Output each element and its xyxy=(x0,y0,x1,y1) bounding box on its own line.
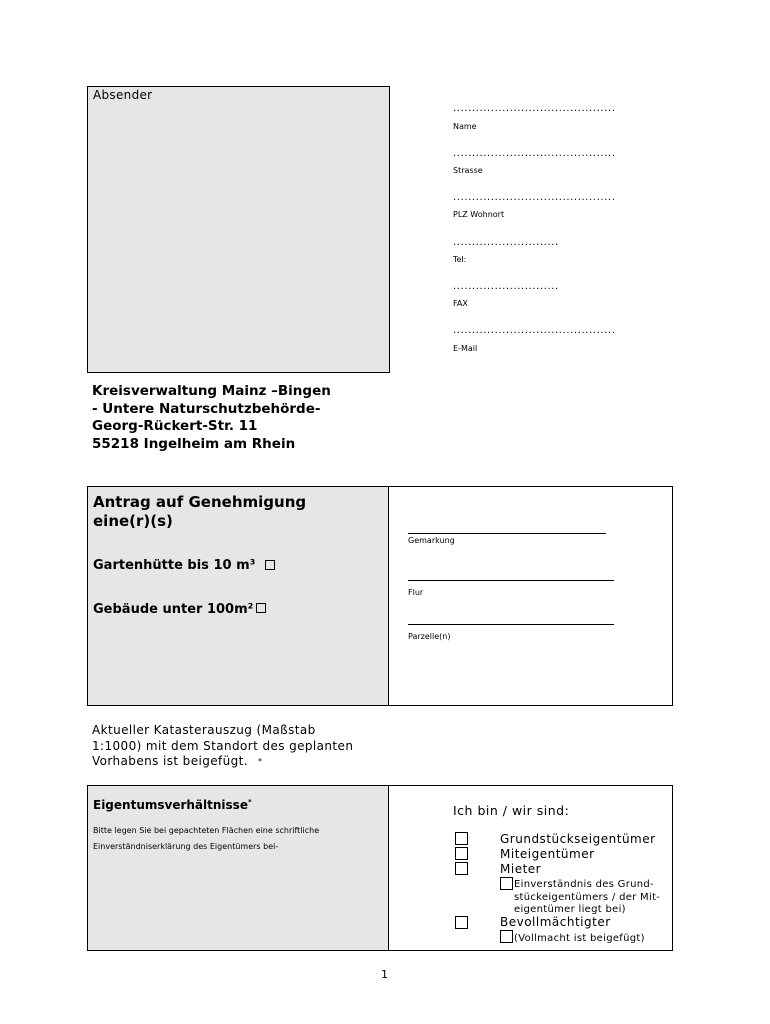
note-asterisk: * xyxy=(257,757,263,766)
application-panel xyxy=(87,486,389,706)
consent-checkbox[interactable] xyxy=(500,877,513,890)
phone-label: Tel: xyxy=(453,255,467,264)
power-of-attorney-checkbox[interactable] xyxy=(500,930,513,943)
email-label: E-Mail xyxy=(453,344,478,353)
application-title-line-2: eine(r)(s) xyxy=(93,512,173,530)
building-checkbox[interactable] xyxy=(256,603,266,613)
gemarkung-label: Gemarkung xyxy=(408,536,455,545)
street-label: Strasse xyxy=(453,166,483,175)
application-title-line-1: Antrag auf Genehmigung xyxy=(93,493,307,511)
ownership-question: Ich bin / wir sind: xyxy=(453,803,570,818)
option-garden-shed-label: Gartenhütte bis 10 m³ xyxy=(93,558,256,573)
email-field[interactable]: ........................................... xyxy=(453,325,616,336)
agent-checkbox[interactable] xyxy=(455,916,468,929)
note-line-3: Vorhabens ist beigefügt. xyxy=(92,754,248,768)
agent-label: Bevollmächtigter xyxy=(500,915,611,929)
fax-field[interactable]: ............................ xyxy=(453,281,559,292)
consent-line-3: eigentümer liegt bei) xyxy=(514,904,626,915)
name-field[interactable]: ........................................... xyxy=(453,103,616,114)
ownership-title xyxy=(93,798,252,812)
name-label: Name xyxy=(453,122,477,131)
tenant-checkbox[interactable] xyxy=(455,862,468,875)
recipient-line-1: Kreisverwaltung Mainz –Bingen xyxy=(92,383,331,399)
coowner-label: Miteigentümer xyxy=(500,847,595,861)
page-number: 1 xyxy=(381,968,388,981)
zip-city-field[interactable]: ........................................... xyxy=(453,192,616,203)
phone-field[interactable]: ............................ xyxy=(453,237,559,248)
owner-checkbox[interactable] xyxy=(455,832,468,845)
flur-label: Flur xyxy=(408,588,424,597)
consent-line-2: stückeigentümers / der Mit- xyxy=(514,892,661,903)
ownership-title-text: Eigentumsverhältnisse xyxy=(93,798,248,812)
fax-label: FAX xyxy=(453,299,468,308)
sender-label: Absender xyxy=(93,88,153,102)
coowner-checkbox[interactable] xyxy=(455,847,468,860)
consent-line-1: Einverständnis des Grund- xyxy=(514,879,654,890)
parzelle-field[interactable] xyxy=(408,624,614,625)
ownership-hint-line-2: Einverständniserklärung des Eigentümers bei- xyxy=(93,842,279,851)
ownership-hint-line-1: Bitte legen Sie bei gepachteten Flächen eine schriftliche xyxy=(93,826,320,835)
option-building-label: Gebäude unter 100m² xyxy=(93,602,254,617)
street-field[interactable]: ........................................... xyxy=(453,148,616,159)
tenant-label: Mieter xyxy=(500,862,542,876)
note-line-1: Aktueller Katasterauszug (Maßstab xyxy=(92,723,316,737)
recipient-address xyxy=(92,383,331,453)
ownership-title-mark: * xyxy=(247,798,252,806)
recipient-line-3: Georg-Rückert-Str. 11 xyxy=(92,418,258,434)
parzelle-label: Parzelle(n) xyxy=(408,632,451,641)
ownership-options-panel xyxy=(388,785,673,951)
garden-shed-checkbox[interactable] xyxy=(265,560,275,570)
recipient-line-2: - Untere Naturschutzbehörde- xyxy=(92,400,321,417)
owner-label: Grundstückseigentümer xyxy=(500,832,656,846)
power-of-attorney-label: (Vollmacht ist beigefügt) xyxy=(514,933,645,944)
gemarkung-field[interactable] xyxy=(408,533,606,534)
note-line-2: 1:1000) mit dem Standort des geplanten xyxy=(92,738,354,753)
sender-box xyxy=(87,86,390,373)
parcel-panel xyxy=(388,486,673,706)
recipient-line-4: 55218 Ingelheim am Rhein xyxy=(92,435,296,452)
ownership-panel xyxy=(87,785,389,951)
application-title xyxy=(93,493,306,531)
cadastral-note xyxy=(92,723,353,770)
zip-city-label: PLZ Wohnort xyxy=(453,210,505,219)
flur-field[interactable] xyxy=(408,580,614,581)
